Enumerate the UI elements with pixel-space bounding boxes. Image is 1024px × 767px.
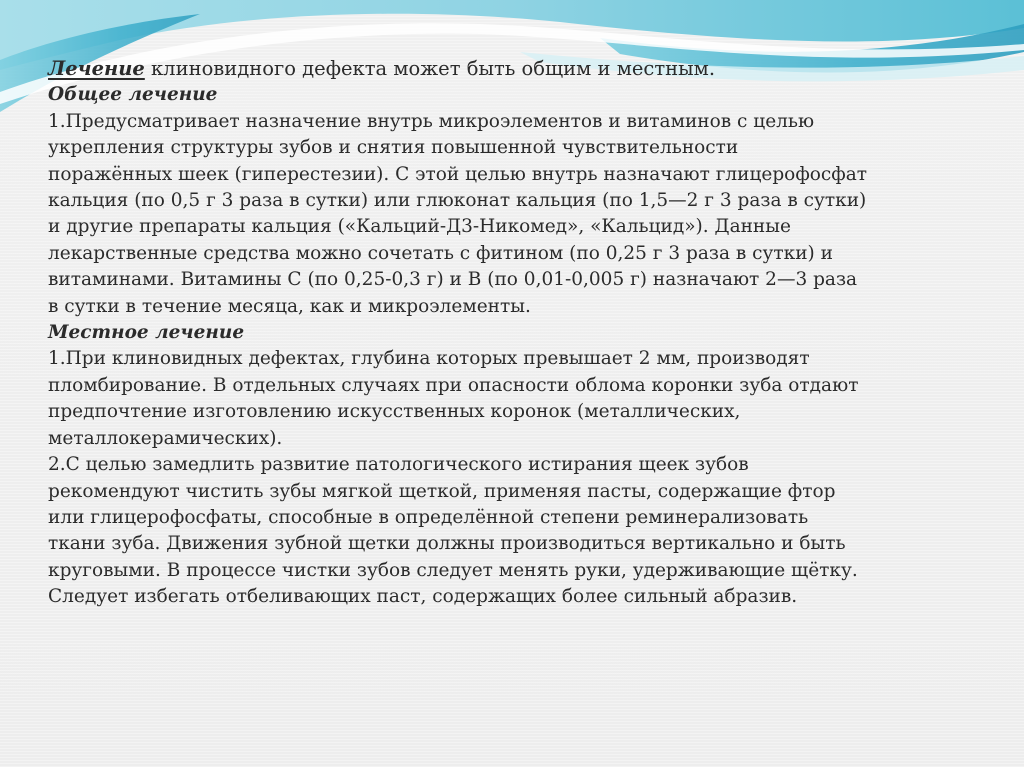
slide-body (48, 56, 868, 611)
local-treatment-item-2: 2.С целью замедлить развитие патологического истирания щеек зубов рекомендуют чистить зубы мягкой щеткой, применяя пасты, содержащие фтор или глицерофосфаты, способные в определённой степени реминерализовать ткани зуба. Движения зубной щетки должны производиться вертикально и быть круговыми. В процессе чистки зубов следует менять руки, удерживающие щётку. Следует избегать отбеливающих паст, содержащих более сильный абразив. (48, 454, 858, 608)
general-treatment-item-1: 1.Предусматривает назначение внутрь микроэлементов и витаминов с целью укрепления структуры зубов и снятия повышенной чувствительности поражённых шеек (гиперестезии). С этой целью внутрь назначают глицерофосфат кальция (по 0,5 г 3 раза в сутки) или глюконат кальция (по 1,5—2 г 3 раза в сутки) и другие препараты кальция («Кальций-Д3-Никомед», «Кальцид»). Данные лекарственные средства можно сочетать с фитином (по 0,25 г 3 раза в сутки) и витаминами. Витамины С (по 0,25-0,3 г) и В (по 0,01-0,005 г) назначают 2—3 раза в сутки в течение месяца, как и микроэлементы. (48, 110, 868, 317)
local-treatment-item-1: 1.При клиновидных дефектах, глубина которых превышает 2 мм, производят пломбирование. В отдельных случаях при опасности облома коронки зуба отдают предпочтение изготовлению искусственных коронок (металлических, металлокерамических). (48, 348, 859, 449)
general-treatment-title: Общее лечение (48, 84, 218, 106)
slide-heading (48, 56, 868, 82)
local-treatment-title: Местное лечение (48, 322, 245, 344)
heading-keyword: Лечение (48, 57, 145, 80)
heading-rest: клиновидного дефекта может быть общим и местным. (144, 57, 716, 80)
